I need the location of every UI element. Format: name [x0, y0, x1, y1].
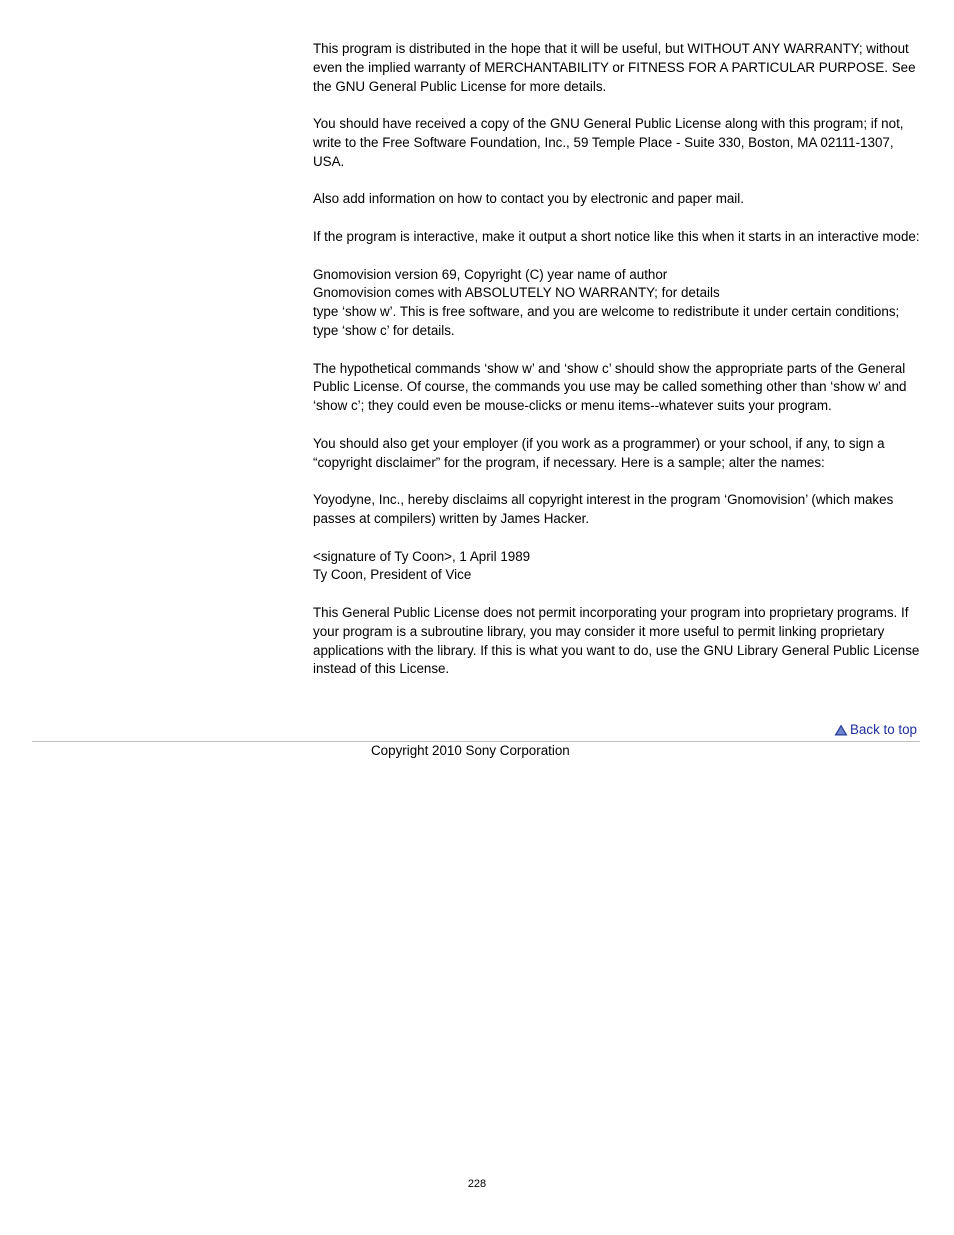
text-line: <signature of Ty Coon>, 1 April 1989 — [313, 548, 531, 564]
paragraph-contact-info — [313, 190, 925, 209]
text-line: Ty Coon, President of Vice — [313, 567, 472, 583]
paragraph-hypothetical-commands — [313, 360, 925, 416]
paragraph-gnomovision-notice — [313, 266, 925, 341]
text-line: Also add information on how to contact you by electronic and paper mail. — [313, 191, 744, 207]
text-line: You should also get your employer (if you work as a programmer) or your school, if any, to sign a “copyright disclaimer” for the program, if necessary. Here is a sample; alter the names: — [313, 435, 885, 470]
text-line: type ‘show w’. This is free software, and you are welcome to redistribute it under certain conditions; type ‘show c’ for details. — [313, 304, 900, 338]
text-line: This program is distributed in the hope that it will be useful, but WITHOUT ANY WARRANTY; without even the implied warranty of MERCHANTABILITY or FITNESS FOR A PARTICULAR PURPOSE. See the GNU General Public License for more details. — [313, 41, 916, 94]
copyright-notice: Copyright 2010 Sony Corporation — [371, 743, 570, 758]
back-to-top-link[interactable] — [834, 722, 917, 737]
text-line: This General Public License does not permit incorporating your program into proprietary programs. If your program is a subroutine library, you may consider it more useful to permit linking proprietary applications with the library. If this is what you want to do, use the GNU Library General Public License instead of this License. — [313, 604, 920, 677]
paragraph-warranty — [313, 40, 925, 96]
footer-divider — [32, 741, 920, 742]
text-line: Gnomovision version 69, Copyright (C) year name of author — [313, 266, 668, 282]
paragraph-employer-disclaimer — [313, 435, 925, 473]
paragraph-interactive-notice — [313, 228, 925, 247]
text-line: The hypothetical commands ‘show w’ and ‘show c’ should show the appropriate parts of the General Public License. Of course, the commands you use may be called something other than ‘show w’ and ‘show c’; they could even be mouse-clicks or menu items--whatever suits your program. — [313, 360, 907, 414]
paragraph-proprietary — [313, 604, 925, 679]
paragraph-signature — [313, 548, 925, 586]
paragraph-received-copy — [313, 115, 925, 171]
license-text — [313, 40, 925, 679]
text-line: Yoyodyne, Inc., hereby disclaims all copyright interest in the program ‘Gnomovision’ (which makes passes at compilers) written by James Hacker. — [313, 492, 894, 526]
text-line: Gnomovision comes with ABSOLUTELY NO WARRANTY; for details — [313, 285, 720, 301]
paragraph-yoyodyne-sample — [313, 491, 925, 529]
text-line: You should have received a copy of the GNU General Public License along with this program; if not, write to the Free Software Foundation, Inc., 59 Temple Place - Suite 330, Boston, MA 02111-1307, USA. — [313, 116, 904, 169]
text-line: If the program is interactive, make it output a short notice like this when it starts in an interactive mode: — [313, 228, 920, 244]
back-to-top-label: Back to top — [850, 722, 917, 737]
page-number: 228 — [467, 1178, 487, 1190]
up-arrow-icon — [834, 724, 848, 736]
